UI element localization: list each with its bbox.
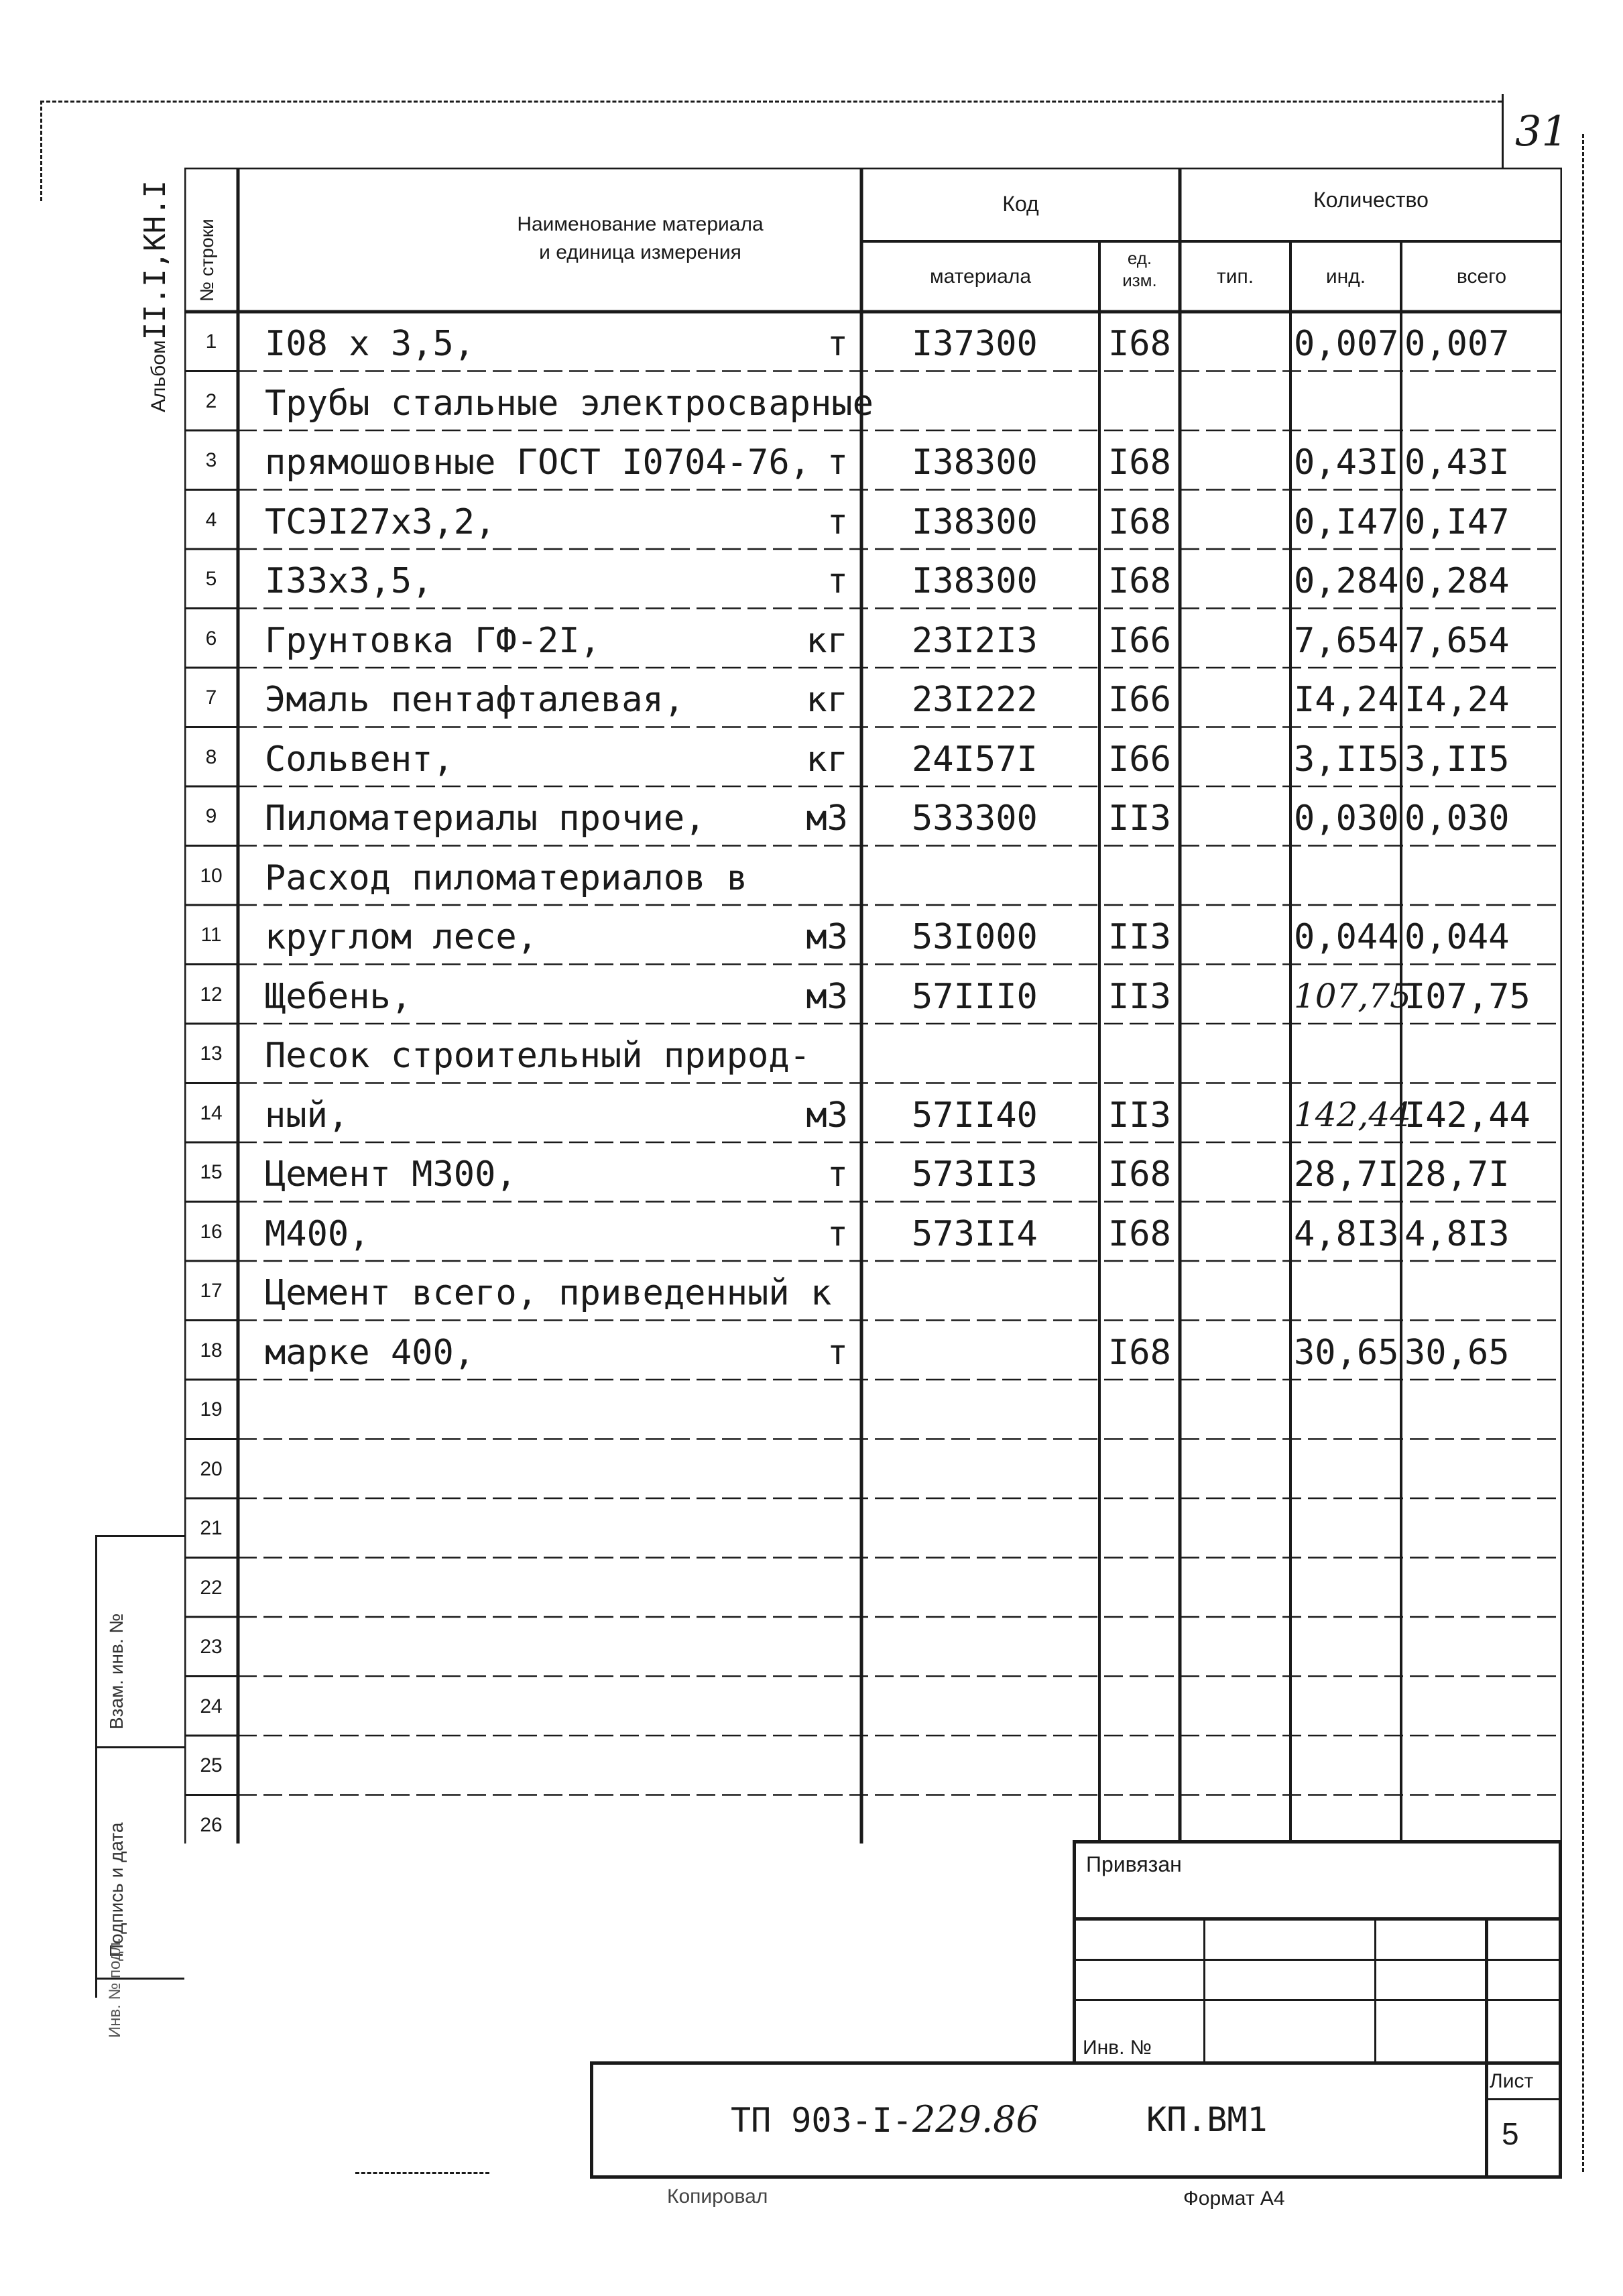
material-name: Пиломатериалы прочие, [265, 798, 706, 839]
table-row [184, 609, 1562, 668]
material-unit: т [827, 1154, 848, 1195]
material-name: М400, [265, 1213, 370, 1254]
material-unit: м3 [806, 976, 848, 1017]
list-label: Лист [1490, 2070, 1534, 2092]
table-row [184, 727, 1562, 787]
header-name-line1: Наименование материала [517, 213, 764, 235]
list-divider [1485, 2098, 1562, 2100]
material-name: Эмаль пентафталевая, [265, 680, 685, 720]
corner-box-divider [1502, 94, 1504, 168]
qty-ind: 3,II5 [1294, 739, 1399, 780]
qty-total: I4,24 [1404, 680, 1510, 720]
table-row [184, 430, 1562, 490]
header-kod-unit-2: изм. [1122, 270, 1157, 290]
qty-total: 0,43I [1404, 442, 1510, 483]
material-name: Сольвент, [265, 739, 454, 780]
material-unit: м3 [806, 917, 848, 957]
unit-code: I68 [1108, 501, 1171, 542]
table-row [184, 668, 1562, 727]
qty-ind: 28,7I [1294, 1154, 1399, 1195]
unit-code: I68 [1108, 1332, 1171, 1373]
row-number: 12 [200, 983, 223, 1006]
doc-code-prefix: ТП 903-I- [731, 2101, 912, 2140]
material-name: I08 x 3,5, [265, 324, 475, 364]
material-code: 24I57I [912, 739, 1038, 780]
qty-total: 30,65 [1404, 1332, 1510, 1373]
table-row [184, 1380, 1562, 1439]
table-row [184, 846, 1562, 906]
unit-code: I68 [1108, 324, 1171, 364]
footer-dash [355, 2172, 489, 2174]
stamp-line-2 [1073, 1917, 1562, 1921]
qty-total: 0,030 [1404, 798, 1510, 839]
stamp-line-3 [1073, 1959, 1562, 1961]
material-code: 23I222 [912, 680, 1038, 720]
qty-total: 0,044 [1404, 917, 1510, 957]
unit-code: I68 [1108, 1154, 1171, 1195]
row-number: 14 [200, 1101, 223, 1124]
material-unit: т [827, 1213, 848, 1254]
qty-total: 0,I47 [1404, 501, 1510, 542]
material-code: I38300 [912, 561, 1038, 601]
table-row [184, 1617, 1562, 1677]
qty-total: 0,284 [1404, 561, 1510, 601]
material-code: 53I000 [912, 917, 1038, 957]
material-name: Щебень, [265, 976, 412, 1017]
stamp-main-left [590, 2061, 593, 2179]
row-number: 7 [205, 686, 217, 709]
table-row [184, 1142, 1562, 1202]
stamp-line-4 [1073, 1999, 1562, 2001]
table-row [184, 1439, 1562, 1499]
table-row [184, 1321, 1562, 1380]
material-unit: т [827, 501, 848, 542]
material-unit: т [827, 561, 848, 601]
row-number: 9 [205, 805, 217, 827]
table-row [184, 490, 1562, 550]
row-number: 6 [205, 627, 217, 650]
row-number: 8 [205, 745, 217, 768]
binding-strip-top [95, 1535, 184, 1537]
doc-code-hand: 229.86 [912, 2098, 1039, 2140]
table-row [184, 549, 1562, 609]
table-row [184, 1024, 1562, 1083]
album-code: II.I,КН.I [138, 180, 172, 341]
qty-ind: 4,8I3 [1294, 1213, 1399, 1254]
header-qty-total: всего [1456, 265, 1507, 288]
material-code: I38300 [912, 442, 1038, 483]
unit-code: I66 [1108, 680, 1171, 720]
row-number: 16 [200, 1220, 223, 1243]
binding-strip-sep1 [95, 1746, 184, 1748]
album-word: Альбом [147, 340, 170, 412]
row-number: 2 [205, 389, 217, 412]
table-row [184, 1736, 1562, 1795]
header-kod-material: материала [929, 265, 1032, 288]
table-row [184, 1795, 1562, 1855]
table-row [184, 1677, 1562, 1736]
row-number: 23 [200, 1636, 223, 1658]
qty-total: 28,7I [1404, 1154, 1510, 1195]
qty-ind: 30,65 [1294, 1332, 1399, 1373]
header-qty-typ: тип. [1216, 265, 1254, 288]
unit-code: I66 [1108, 620, 1171, 661]
material-unit: т [827, 1332, 848, 1373]
header-row-number: № строки [196, 219, 217, 302]
material-code: 573II4 [912, 1213, 1038, 1254]
table-row [184, 786, 1562, 846]
qty-ind: 142,44 [1294, 1095, 1411, 1134]
qty-ind: 107,75 [1294, 976, 1411, 1016]
qty-ind: 0,007 [1294, 324, 1399, 364]
qty-total: 3,II5 [1404, 739, 1510, 780]
qty-total: I42,44 [1404, 1095, 1530, 1136]
material-unit: м3 [806, 1095, 848, 1136]
row-number: 5 [205, 568, 217, 590]
material-unit: т [827, 442, 848, 483]
qty-ind: 0,I47 [1294, 501, 1399, 542]
material-code: 573II3 [912, 1154, 1038, 1195]
header-qty-ind: инд. [1325, 265, 1366, 288]
material-unit: кг [806, 680, 848, 720]
row-number: 1 [205, 330, 217, 353]
table-row [184, 1261, 1562, 1321]
table-row [184, 1202, 1562, 1262]
material-code: 533300 [912, 798, 1038, 839]
qty-ind: 0,030 [1294, 798, 1399, 839]
material-unit: кг [806, 620, 848, 661]
row-number: 21 [200, 1517, 223, 1539]
material-name: Грунтовка ГФ-2I, [265, 620, 601, 661]
qty-ind: 0,044 [1294, 917, 1399, 957]
unit-code: II3 [1108, 1095, 1171, 1136]
stamp-col-3 [1485, 1917, 1488, 2179]
material-unit: т [827, 324, 848, 364]
material-name: I33x3,5, [265, 561, 433, 601]
kopiroval-label: Копировал [667, 2185, 768, 2208]
stamp-col-1 [1203, 1917, 1205, 2061]
table-row [184, 1498, 1562, 1558]
stamp-right-line [1559, 1840, 1562, 2179]
material-name: Расход пиломатериалов в [265, 857, 748, 898]
document-code [731, 2098, 1039, 2140]
qty-total: I07,75 [1404, 976, 1530, 1017]
row-number: 17 [200, 1280, 223, 1302]
table-row [184, 1558, 1562, 1618]
material-name: Цемент М300, [265, 1154, 517, 1195]
qty-total: 4,8I3 [1404, 1213, 1510, 1254]
row-number: 15 [200, 1161, 223, 1183]
row-number: 4 [205, 508, 217, 531]
header-name-line2: и единица измерения [539, 241, 741, 263]
unit-code: I68 [1108, 1213, 1171, 1254]
stamp-top-line [1073, 1840, 1562, 1844]
material-code: 57II40 [912, 1095, 1038, 1136]
row-number: 18 [200, 1339, 223, 1362]
qty-total: 0,007 [1404, 324, 1510, 364]
material-name: Цемент всего, приведенный к [265, 1273, 832, 1313]
table-row [184, 312, 1562, 371]
material-name: круглом лесе, [265, 917, 538, 957]
table-row [184, 965, 1562, 1024]
row-number: 3 [205, 449, 217, 471]
unit-code: II3 [1108, 798, 1171, 839]
stamp-col-2 [1374, 1917, 1376, 2061]
inv-no-label: Инв. № [1083, 2037, 1152, 2059]
privyazan-label: Привязан [1086, 1852, 1182, 1876]
material-name: Песок строительный природ- [265, 1036, 810, 1076]
podpis-data-label: Подпись и дата [106, 1822, 127, 1957]
table-row [184, 905, 1562, 965]
material-name: ТСЭI27x3,2, [265, 501, 496, 542]
header-kolichestvo: Количество [1313, 188, 1429, 212]
material-name: прямошовные ГОСТ I0704-76, [265, 442, 810, 483]
frame-top-line [40, 101, 1502, 103]
album-label [138, 180, 172, 412]
material-unit: м3 [806, 798, 848, 839]
row-number: 22 [200, 1576, 223, 1599]
sheet-corner-number: 31 [1515, 107, 1568, 156]
inv-podl-label: Инв. № подл. [106, 1937, 124, 2038]
row-number: 19 [200, 1398, 223, 1421]
frame-left-line [40, 101, 42, 201]
row-number: 10 [200, 864, 223, 887]
material-code: I38300 [912, 501, 1038, 542]
qty-ind: I4,24 [1294, 680, 1399, 720]
material-name: марке 400, [265, 1332, 475, 1373]
row-number: 26 [200, 1813, 223, 1836]
material-name: Трубы стальные электросварные [265, 383, 874, 424]
document-mark: КП.ВМ1 [1146, 2100, 1268, 2139]
header-kod: Код [1002, 192, 1039, 216]
table-row [184, 1083, 1562, 1143]
stamp-bottom-line [590, 2175, 1562, 2179]
qty-ind: 0,284 [1294, 561, 1399, 601]
unit-code: II3 [1108, 917, 1171, 957]
row-number: 24 [200, 1695, 223, 1717]
stamp-main-top [590, 2061, 1073, 2065]
material-code: 23I2I3 [912, 620, 1038, 661]
row-number: 13 [200, 1042, 223, 1065]
table-row [184, 371, 1562, 431]
format-label: Формат А4 [1183, 2187, 1285, 2210]
header-kod-unit-1: ед. [1127, 248, 1152, 268]
row-number: 25 [200, 1754, 223, 1776]
material-code: 57III0 [912, 976, 1038, 1017]
qty-ind: 7,654 [1294, 620, 1399, 661]
qty-ind: 0,43I [1294, 442, 1399, 483]
materials-table [184, 168, 1562, 1844]
material-code: I37300 [912, 324, 1038, 364]
unit-code: I66 [1108, 739, 1171, 780]
qty-total: 7,654 [1404, 620, 1510, 661]
unit-code: I68 [1108, 561, 1171, 601]
stamp-left-line [1073, 1840, 1076, 2061]
row-number: 20 [200, 1457, 223, 1480]
list-number: 5 [1502, 2116, 1519, 2151]
material-unit: кг [806, 739, 848, 780]
material-name: ный, [265, 1095, 349, 1136]
binding-strip-left [95, 1535, 97, 1998]
unit-code: II3 [1108, 976, 1171, 1017]
stamp-line-5 [1073, 2061, 1562, 2065]
frame-right-line [1582, 134, 1584, 2172]
row-number: 11 [200, 924, 222, 946]
vzam-inv-label: Взам. инв. № [106, 1613, 127, 1730]
unit-code: I68 [1108, 442, 1171, 483]
